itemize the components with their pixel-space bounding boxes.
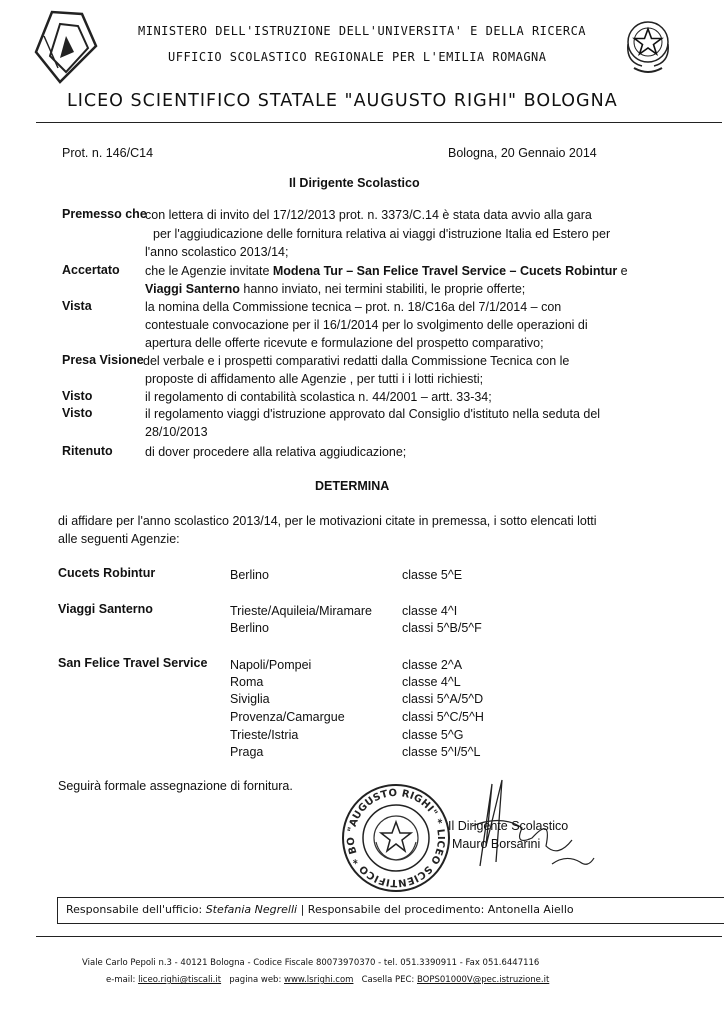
signer-title: Il Dirigente Scolastico xyxy=(289,176,420,190)
lot-destination: Roma xyxy=(230,675,264,689)
lot-class: classe 4^I xyxy=(402,604,458,618)
premise-label: Visto xyxy=(62,406,93,420)
lot-class: classi 5^C/5^H xyxy=(402,710,484,724)
lot-destination: Berlino xyxy=(230,621,269,635)
agency-list: Modena Tur – San Felice Travel Service – Cucets Robintur xyxy=(272,264,618,278)
lot-destination: Siviglia xyxy=(230,692,270,706)
signature-name: Mauro Borsarini xyxy=(452,837,541,851)
signature-title: Il Dirigente Scolastico xyxy=(448,819,569,833)
school-name: LICEO SCIENTIFICO STATALE "AUGUSTO RIGHI" BOLOGNA xyxy=(67,91,618,111)
lot-destination: Praga xyxy=(230,745,264,759)
premise-line: proposte di affidamento alle Agenzie , per tutti i i lotti richiesti; xyxy=(145,372,484,386)
premise-line: per l'aggiudicazione delle fornitura relativa ai viaggi d'istruzione Italia ed Estero per xyxy=(153,227,611,241)
lot-destination: Berlino xyxy=(230,568,269,582)
svg-text:"AUGUSTO RIGHI" * LICEO SCIENT: "AUGUSTO RIGHI" * LICEO SCIENTIFICO * BO xyxy=(345,787,447,889)
lot-class: classi 5^A/5^D xyxy=(402,692,484,706)
place-date: Bologna, 20 Gennaio 2014 xyxy=(448,146,597,160)
agency-name: Viaggi Santerno xyxy=(58,602,153,616)
closing-note: Seguirà formale assegnazione di fornitura. xyxy=(58,779,293,793)
premise-line: con lettera di invito del 17/12/2013 prot. n. 3373/C.14 è stata data avvio alla gara xyxy=(145,208,592,222)
email-link[interactable]: liceo.righi@tiscali.it xyxy=(138,975,222,985)
premise-line: l'anno scolastico 2013/14; xyxy=(145,245,289,259)
web-label: pagina web: xyxy=(229,975,282,985)
header-rule xyxy=(36,122,722,123)
agency-name: San Felice Travel Service xyxy=(58,656,208,670)
protocol-number: Prot. n. 146/C14 xyxy=(62,146,154,160)
premise-line: di dover procedere alla relativa aggiudicazione; xyxy=(145,445,407,459)
school-stamp xyxy=(340,782,452,894)
lot-destination: Trieste/Aquileia/Miramare xyxy=(230,604,372,618)
agency-name: Cucets Robintur xyxy=(58,566,156,580)
lot-class: classe 2^A xyxy=(402,658,463,672)
pec-link[interactable]: BOPS01000V@pec.istruzione.it xyxy=(417,975,550,985)
premise-label: Presa Visione xyxy=(62,353,144,367)
lot-destination: Provenza/Camargue xyxy=(230,710,345,724)
agency-name: Viaggi Santerno xyxy=(145,282,240,296)
footer-rule xyxy=(36,936,722,937)
lot-destination: Napoli/Pompei xyxy=(230,658,312,672)
lot-class: classe 5^E xyxy=(402,568,463,582)
email-label: e-mail: xyxy=(106,975,136,985)
premise-line: del verbale e i prospetti comparativi redatti dalla Commissione Tecnica con le xyxy=(143,354,570,368)
footer-address: Viale Carlo Pepoli n.3 - 40121 Bologna - Codice Fiscale 80073970370 - tel. 051.3390911 - Fax 051.6447116 xyxy=(82,958,540,968)
responsible-office-name: Stefania Negrelli xyxy=(205,903,298,916)
premise-label: Ritenuto xyxy=(62,444,113,458)
premise-line: la nomina della Commissione tecnica – prot. n. 18/C16a del 7/1/2014 – con xyxy=(145,300,562,314)
premise-line: il regolamento di contabilità scolastica n. 44/2001 – artt. 33-34; xyxy=(145,390,492,404)
premise-line: il regolamento viaggi d'istruzione approvato dal Consiglio d'istituto nella seduta del xyxy=(145,407,601,421)
premise-line xyxy=(145,281,525,297)
premise-line xyxy=(145,263,628,279)
determina-text: alle seguenti Agenzie: xyxy=(58,532,180,546)
premise-text: hanno inviato, nei termini stabiliti, le proprie offerte; xyxy=(239,282,526,296)
responsible-office-label: Responsabile dell'ufficio: xyxy=(66,903,203,916)
lot-class: classe 4^L xyxy=(402,675,461,689)
premise-label: Premesso che xyxy=(62,207,147,221)
premise-text: che le Agenzie invitate xyxy=(145,264,273,278)
footer-contacts xyxy=(106,975,549,985)
lot-class: classe 5^G xyxy=(402,728,464,742)
premise-line: 28/10/2013 xyxy=(145,425,208,439)
determina-heading: DETERMINA xyxy=(315,479,390,493)
premise-label: Visto xyxy=(62,389,93,403)
determina-text: di affidare per l'anno scolastico 2013/14, per le motivazioni citate in premessa, i sotto elencati lotti xyxy=(58,514,597,528)
regional-office: UFFICIO SCOLASTICO REGIONALE PER L'EMILIA ROMAGNA xyxy=(168,50,547,64)
premise-line: apertura delle offerte ricevute e formulazione del prospetto comparativo; xyxy=(145,336,544,350)
school-logo xyxy=(30,6,104,86)
web-link[interactable]: www.lsrighi.com xyxy=(284,975,354,985)
lot-destination: Trieste/Istria xyxy=(230,728,299,742)
premise-label: Accertato xyxy=(62,263,120,277)
responsible-line xyxy=(66,903,574,916)
lot-class: classi 5^B/5^F xyxy=(402,621,482,635)
premise-text: e xyxy=(617,264,628,278)
premise-label: Vista xyxy=(62,299,92,313)
republic-emblem xyxy=(622,14,674,76)
responsible-procedure: | Responsabile del procedimento: Antonella Aiello xyxy=(300,903,574,916)
ministry-name: MINISTERO DELL'ISTRUZIONE DELL'UNIVERSITA' E DELLA RICERCA xyxy=(138,24,587,38)
premise-line: contestuale convocazione per il 16/1/2014 per lo svolgimento delle operazioni di xyxy=(145,318,588,332)
lot-class: classe 5^I/5^L xyxy=(402,745,481,759)
pec-label: Casella PEC: xyxy=(361,975,415,985)
